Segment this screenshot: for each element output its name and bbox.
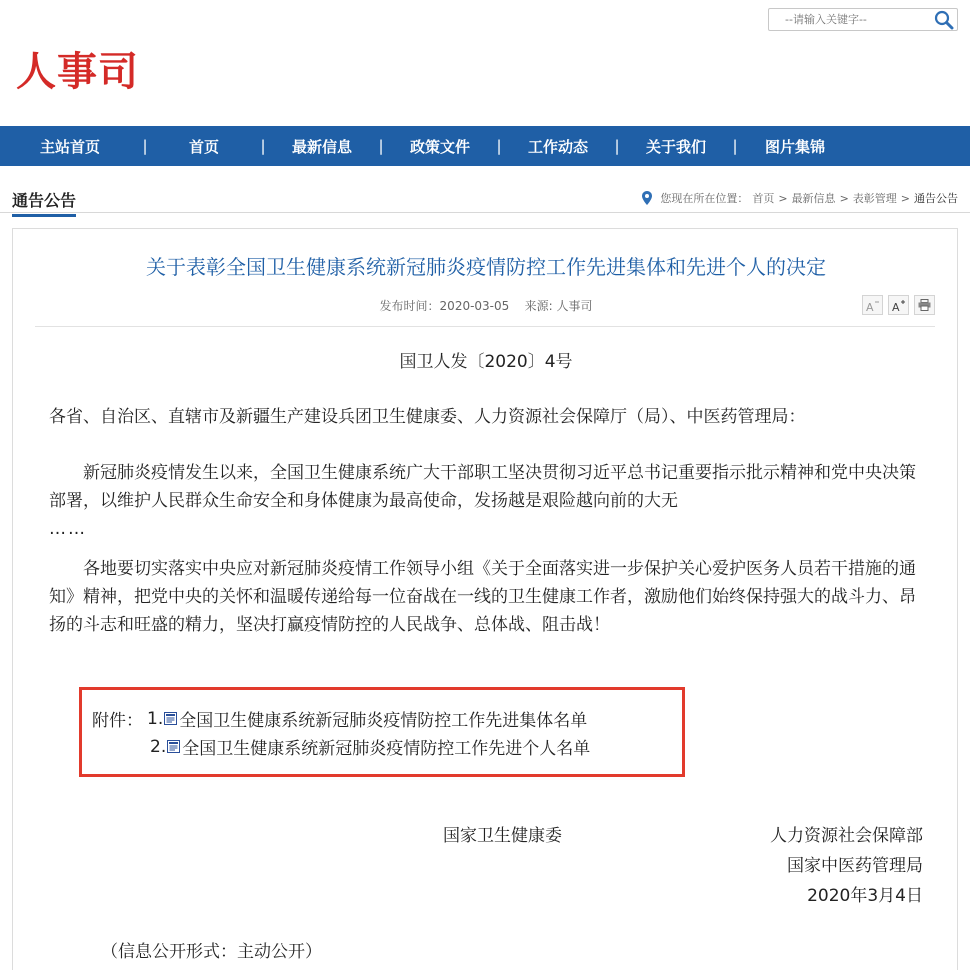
attachment-number: 2. xyxy=(150,736,167,757)
signature-nhc: 国家卫生健康委 xyxy=(443,826,562,846)
nav-separator: | xyxy=(142,137,148,155)
breadcrumb-separator: > xyxy=(778,191,788,205)
attachment-link-2[interactable]: 全国卫生健康系统新冠肺炎疫情防控工作先进个人名单 xyxy=(182,739,591,759)
print-button[interactable] xyxy=(914,295,935,315)
addressee-paragraph: 各省、自治区、直辖市及新疆生产建设兵团卫生健康委、人力资源社会保障厅（局）、中医药管理局： xyxy=(49,407,806,427)
location-pin-icon xyxy=(642,191,652,205)
font-decrease-icon xyxy=(865,299,880,312)
breadcrumb-item-home[interactable]: 首页 xyxy=(752,192,775,205)
document-number: 国卫人发〔2020〕4号 xyxy=(399,352,573,372)
header xyxy=(0,0,970,126)
breadcrumb-item-latest[interactable]: 最新信息 xyxy=(791,192,836,205)
section-divider xyxy=(0,212,970,213)
nav-item-work-news[interactable]: 工作动态 xyxy=(527,137,588,156)
nav-item-about[interactable]: 关于我们 xyxy=(645,137,706,156)
article-title: 关于表彰全国卫生健康系统新冠肺炎疫情防控工作先进集体和先进个人的决定 xyxy=(146,255,826,279)
nav-separator: | xyxy=(260,137,266,155)
article-meta xyxy=(13,297,959,314)
nav-item-latest[interactable]: 最新信息 xyxy=(291,137,352,156)
meta-divider xyxy=(35,326,935,327)
publish-label: 发布时间： xyxy=(379,299,440,313)
article-tools xyxy=(862,295,935,315)
svg-text:A: A xyxy=(892,300,900,312)
attachment-item-1 xyxy=(92,706,587,731)
font-increase-button[interactable] xyxy=(888,295,909,315)
search-input[interactable] xyxy=(769,9,929,30)
signature-natcm: 国家中医药管理局 xyxy=(787,856,923,876)
signature-mohrss: 人力资源社会保障部 xyxy=(770,826,923,846)
attachments-highlight-box xyxy=(79,687,685,777)
document-icon xyxy=(164,712,177,725)
nav-item-policy[interactable]: 政策文件 xyxy=(409,137,470,156)
font-increase-icon xyxy=(891,299,906,312)
nav-item-home[interactable]: 首页 xyxy=(188,137,219,156)
search-icon[interactable] xyxy=(933,10,955,30)
section-title: 通告公告 xyxy=(12,188,76,217)
body-paragraph-1: 新冠肺炎疫情发生以来，全国卫生健康系统广大干部职工坚决贯彻习近平总书记重要指示批示精神和党中央决策部署，以维护人民群众生命安全和身体健康为最高使命，发扬越是艰险越向前的大无 xyxy=(49,463,916,511)
source-value: 人事司 xyxy=(556,299,593,313)
ellipsis: …… xyxy=(49,519,87,539)
disclosure-note: （信息公开形式：主动公开） xyxy=(101,942,322,962)
source-label: 来源: xyxy=(524,299,553,313)
nav-item-main-home[interactable]: 主站首页 xyxy=(39,137,100,156)
publish-date: 2020-03-05 xyxy=(439,299,510,313)
printer-icon xyxy=(918,299,931,311)
main-nav xyxy=(0,126,970,166)
attachment-link-1[interactable]: 全国卫生健康系统新冠肺炎疫情防控工作先进集体名单 xyxy=(179,711,588,731)
font-decrease-button[interactable] xyxy=(862,295,883,315)
body-paragraph-2: 各地要切实落实中央应对新冠肺炎疫情工作领导小组《关于全面落实进一步保护关心爱护医务人员若干措施的通知》精神，把党中央的关怀和温暖传递给每一位奋战在一线的卫生健康工作者，激励他们始终保持强大的战斗力、昂扬的斗志和旺盛的精力，坚决打赢疫情防控的人民战争、总体战、阻击战！ xyxy=(49,559,916,635)
nav-separator: | xyxy=(614,137,620,155)
attachment-item-2 xyxy=(150,734,590,759)
svg-text:A: A xyxy=(866,300,874,312)
breadcrumb-separator: > xyxy=(900,191,910,205)
breadcrumb-item-commendation[interactable]: 表彰管理 xyxy=(852,192,897,205)
breadcrumb xyxy=(642,190,958,206)
breadcrumb-item-current[interactable]: 通告公告 xyxy=(914,192,958,205)
article-container xyxy=(12,228,958,970)
breadcrumb-separator: > xyxy=(839,191,849,205)
site-logo[interactable]: 人事司 xyxy=(16,49,139,95)
nav-separator: | xyxy=(732,137,738,155)
search-box xyxy=(768,8,958,31)
attachment-label: 附件： xyxy=(92,711,143,731)
nav-separator: | xyxy=(378,137,384,155)
nav-separator: | xyxy=(496,137,502,155)
breadcrumb-prefix: 您现在所在位置： xyxy=(660,192,749,205)
attachment-number: 1. xyxy=(147,708,164,729)
nav-item-gallery[interactable]: 图片集锦 xyxy=(764,137,825,156)
signature-date: 2020年3月4日 xyxy=(807,886,923,906)
document-icon xyxy=(167,740,180,753)
